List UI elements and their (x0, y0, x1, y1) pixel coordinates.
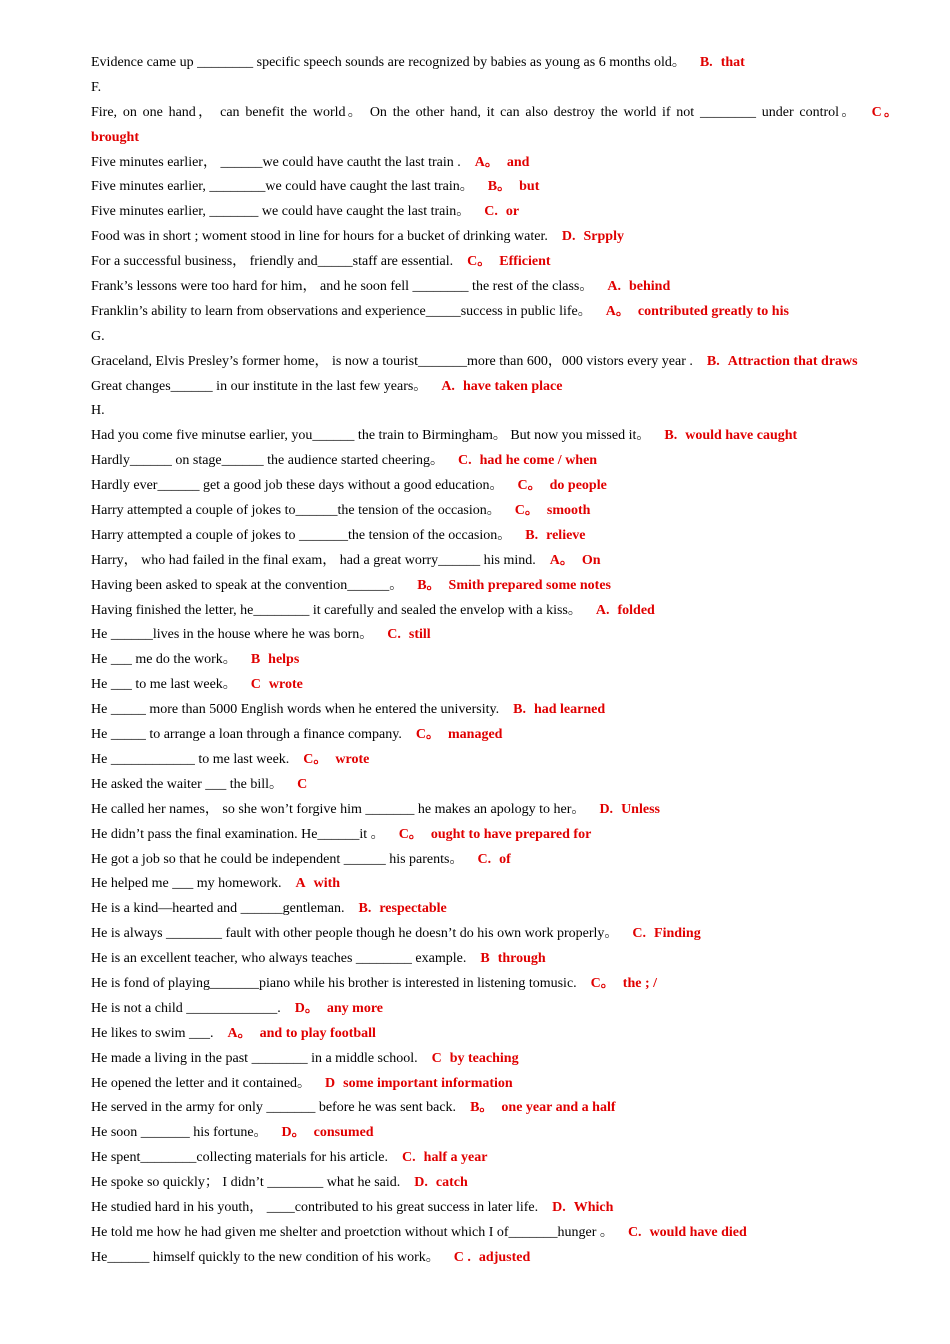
answer-option: C. (387, 627, 401, 643)
answer (513, 702, 605, 717)
question-item (91, 1196, 906, 1221)
question-text: He is a kind—hearted and ______gentleman. (91, 901, 345, 917)
answer (664, 428, 797, 443)
answer (707, 354, 858, 369)
answer-option: A。 (227, 1025, 252, 1041)
answer-option: C. (477, 851, 492, 867)
question-item (91, 947, 906, 972)
answer-text: with (313, 876, 341, 892)
answer (387, 627, 430, 642)
answer-option: C. (632, 926, 647, 942)
answer (525, 528, 585, 543)
answer-text: contributed greatly to his (637, 303, 789, 319)
answer-option: D. (561, 229, 576, 245)
answer (441, 379, 562, 394)
question-text: Five minutes earlier, _______ we could have caught the last train。 (91, 204, 471, 220)
section-letter: G. (91, 328, 105, 344)
question-text: He helped me ___ my homework. (91, 876, 282, 892)
question-text: Food was in short ; woment stood in line for hours for a bucket of drinking water. (91, 229, 548, 245)
answer-text: respectable (379, 901, 447, 917)
answer-option: C。 (514, 503, 539, 519)
question-item (91, 101, 906, 126)
answer-text: have taken place (462, 378, 563, 394)
answer (417, 578, 611, 593)
answer-text: Smith prepared some notes (448, 577, 611, 593)
question-text: He opened the letter and it contained。 (91, 1075, 312, 1091)
question-text: Harry attempted a couple of jokes to _______the tension of the occasion。 (91, 527, 512, 543)
question-text: Five minutes earlier, ________we could have caught the last train。 (91, 179, 474, 195)
answer-text: helps (268, 652, 300, 668)
question-item (91, 549, 906, 574)
answer-option: C (431, 1050, 442, 1066)
answer-text: the ; / (622, 975, 657, 991)
answer-text: by teaching (449, 1050, 519, 1066)
answer (414, 1175, 468, 1190)
answer (872, 105, 906, 120)
question-item (91, 1022, 906, 1047)
answer-text: wrote (268, 677, 303, 693)
answer-option: D (325, 1075, 336, 1091)
answer-option: B。 (470, 1100, 494, 1116)
answer-option: C。 (590, 975, 615, 991)
answer-option: A. (441, 378, 455, 394)
question-text: Hardly ever______ get a good job these days without a good education。 (91, 478, 504, 494)
answer-option: C. (484, 204, 498, 220)
answer-text: Which (573, 1199, 614, 1215)
question-item (91, 848, 906, 873)
answer-text: ought to have prepared for (430, 826, 592, 842)
question-item (91, 922, 906, 947)
question-list (91, 51, 906, 1271)
question-text: He _____ to arrange a loan through a finance company. (91, 727, 402, 743)
question-item (91, 424, 906, 449)
answer-option: B. (699, 55, 713, 70)
answer-option: C。 (415, 727, 440, 743)
answer (477, 852, 510, 867)
answer-text: of (499, 851, 511, 867)
question-item (91, 375, 906, 400)
question-text: Franklin’s ability to learn from observations and experience_____success in public life。 (91, 303, 592, 319)
question-text: He asked the waiter ___ the bill。 (91, 776, 284, 792)
question-item (91, 673, 906, 698)
question-text: Fire, on one hand， can benefit the world。 On the other hand, it can also destroy the world if not ________ under control。 (91, 104, 858, 120)
answer-option: C (297, 776, 308, 792)
answer-text: some important information (343, 1075, 513, 1091)
answer-option: A. (607, 279, 621, 295)
answer-option: B. (525, 527, 539, 543)
answer-option: C. (627, 1224, 642, 1240)
answer (297, 777, 315, 792)
answer-option: D. (599, 801, 614, 817)
answer (550, 553, 601, 568)
question-text: He made a living in the past ________ in a middle school. (91, 1050, 418, 1066)
answer (467, 254, 550, 269)
question-item (91, 474, 906, 499)
question-item (91, 1121, 906, 1146)
question-item (91, 51, 906, 76)
question-item (91, 798, 906, 823)
question-item (91, 1096, 906, 1121)
answer-option: A. (595, 602, 610, 618)
answer-option: C。 (871, 104, 898, 120)
answer-text: or (505, 204, 520, 220)
answer-text: and to play football (259, 1025, 376, 1041)
answer (488, 179, 540, 194)
question-item (91, 574, 906, 599)
answer-option: B. (358, 901, 372, 917)
question-text: He called her names， so she won’t forgive him _______ he makes an apology to her。 (91, 801, 586, 817)
answer (632, 926, 700, 941)
question-text: Having been asked to speak at the convention______。 (91, 577, 404, 593)
answer-text: Finding (654, 926, 701, 942)
answer-text: smooth (546, 503, 591, 519)
question-text: He is always ________ fault with other people though he doesn’t do his own work properly。 (91, 926, 619, 942)
question-item (91, 972, 906, 997)
question-item (91, 1246, 906, 1271)
question-item (91, 225, 906, 250)
answer-text: and (506, 154, 530, 170)
question-text: He is fond of playing_______piano while his brother is interested in listening tomusic. (91, 975, 577, 991)
answer-text: Unless (621, 801, 660, 817)
question-text: He______ himself quickly to the new condition of his work。 (91, 1249, 440, 1265)
answer-text: do people (549, 478, 607, 494)
answer (303, 752, 369, 767)
answer (416, 727, 503, 742)
question-text: He spent________collecting materials for his article. (91, 1150, 389, 1166)
question-item (91, 823, 906, 848)
question-text: He ___ to me last week。 (91, 677, 237, 693)
answer (599, 802, 660, 817)
question-item (91, 151, 906, 176)
answer-option: D. (552, 1199, 566, 1215)
question-text: Graceland, Elvis Presley’s former home， is now a tourist_______more than 600，000 vistors every year . (91, 353, 693, 369)
question-text: Great changes______ in our institute in the last few years。 (91, 378, 428, 394)
answer-option: C。 (303, 751, 328, 767)
answer (470, 1100, 615, 1115)
answer (399, 827, 592, 842)
answer-text: consumed (313, 1125, 374, 1141)
answer-option: C。 (517, 478, 542, 494)
answer-option: C。 (398, 826, 423, 842)
question-text: He told me how he had given me shelter and proetction without which I of_______hunger 。 (91, 1224, 614, 1240)
answer-text: catch (435, 1175, 468, 1191)
question-text: He served in the army for only _______ before he was sent back. (91, 1100, 457, 1116)
answer-option: B. (513, 702, 526, 718)
question-item (91, 449, 906, 474)
question-text: Five minutes earlier， ______we could have cautht the last train . (91, 154, 461, 170)
question-text: He is an excellent teacher, who always teaches ________ example. (91, 951, 467, 967)
question-item (91, 1072, 906, 1097)
question-item (91, 698, 906, 723)
answer-text: would have died (649, 1224, 747, 1240)
answer-text: managed (448, 727, 503, 743)
answer (228, 1026, 376, 1041)
answer (454, 1250, 530, 1265)
question-text: He _____ more than 5000 English words when he entered the university. (91, 702, 500, 718)
answer (402, 1150, 487, 1165)
question-item (91, 524, 906, 549)
question-item (91, 250, 906, 275)
question-text: Evidence came up ________ specific speech sounds are recognized by babies as young as 6 months old。 (91, 55, 686, 70)
answer-text: one year and a half (501, 1100, 616, 1116)
answer-option: A (295, 876, 306, 892)
question-item (91, 300, 906, 325)
answer-text: any more (326, 1000, 384, 1016)
answer (432, 1051, 519, 1066)
answer-option: D。 (281, 1125, 306, 1141)
answer (607, 279, 670, 294)
answer (518, 478, 607, 493)
question-text: He soon _______ his fortune。 (91, 1125, 268, 1141)
answer-option: C . (453, 1249, 471, 1265)
question-text: For a successful business， friendly and_____staff are essential. (91, 254, 454, 270)
answer (295, 1001, 383, 1016)
answer-text: On (581, 552, 601, 568)
answer-text: wrote (335, 751, 370, 767)
answer-text: would have caught (685, 428, 798, 444)
answer-option: B (480, 951, 490, 967)
question-text: Having finished the letter, he________ it carefully and sealed the envelop with a kiss。 (91, 602, 582, 618)
answer-option: C. (458, 453, 472, 469)
answer-option: D。 (294, 1000, 319, 1016)
question-item (91, 723, 906, 748)
question-item (91, 748, 906, 773)
answer-option: C (250, 677, 261, 693)
answer (596, 603, 655, 618)
answer-option: A。 (549, 552, 574, 568)
question-item (91, 623, 906, 648)
question-text: He spoke so quickly； I didn’t ________ what he said. (91, 1175, 401, 1191)
question-item (91, 1221, 906, 1246)
answer-text: half a year (423, 1150, 488, 1166)
question-item (91, 1146, 906, 1171)
question-text: He ______lives in the house where he was born。 (91, 627, 374, 643)
answer-text: through (497, 951, 546, 967)
question-item (91, 200, 906, 225)
question-item (91, 1171, 906, 1196)
answer-option: C。 (467, 254, 492, 270)
answer (325, 1076, 513, 1091)
answer (480, 951, 545, 966)
answer (628, 1225, 747, 1240)
answer-option: B。 (487, 179, 512, 195)
question-item (91, 997, 906, 1022)
answer (358, 901, 446, 916)
question-item (91, 275, 906, 300)
answer-text: had he come / when (479, 453, 598, 469)
question-item (91, 872, 906, 897)
answer (484, 204, 519, 219)
answer (591, 976, 657, 991)
question-item (91, 773, 906, 798)
answer (251, 677, 303, 692)
answer (562, 229, 624, 244)
answer-text: folded (617, 602, 655, 618)
question-item (91, 1047, 906, 1072)
answer (606, 304, 789, 319)
answer-option: A。 (474, 154, 499, 170)
question-item (91, 897, 906, 922)
question-text: He didn’t pass the final examination. He______it 。 (91, 826, 385, 842)
answer (296, 876, 341, 891)
answer-text: relieve (546, 527, 586, 543)
question-text: Harry attempted a couple of jokes to______the tension of the occasion。 (91, 503, 501, 519)
answer-text: behind (628, 279, 671, 295)
question-text: He ___ me do the work。 (91, 652, 237, 668)
question-text: He got a job so that he could be independent ______ his parents。 (91, 851, 464, 867)
question-text: He is not a child _____________. (91, 1000, 281, 1016)
answer-text: adjusted (478, 1249, 531, 1265)
answer-option: B (250, 652, 261, 668)
question-item (91, 350, 906, 375)
answer (251, 652, 299, 667)
answer-text: that (720, 55, 745, 70)
answer-option: B. (706, 353, 720, 369)
answer-option: B. (664, 428, 678, 444)
answer-text: but (519, 179, 540, 195)
answer (700, 55, 745, 70)
question-text: Frank’s lessons were too hard for him， and he soon fell ________ the rest of the class。 (91, 279, 594, 295)
answer-text: Srpply (583, 229, 624, 245)
answer-option: D. (414, 1175, 428, 1191)
question-item (91, 175, 906, 200)
question-text: Had you come five minutse earlier, you______ the train to Birmingham。 But now you missed it。 (91, 428, 651, 444)
answer-text: still (408, 627, 431, 643)
answer-option: A。 (605, 303, 630, 319)
answer-option: B。 (417, 577, 441, 593)
answer (282, 1125, 374, 1140)
answer-text: Efficient (499, 254, 551, 270)
question-text: He likes to swim ___. (91, 1025, 214, 1041)
answer-text: had learned (533, 702, 606, 718)
answer-text: Attraction that draws (727, 353, 858, 369)
answer (458, 453, 597, 468)
question-text: He studied hard in his youth， ____contributed to his great success in later life. (91, 1199, 539, 1215)
question-item (91, 599, 906, 624)
question-item (91, 648, 906, 673)
answer (475, 155, 530, 170)
question-text: He ____________ to me last week. (91, 751, 290, 767)
question-text: Hardly______ on stage______ the audience started cheering。 (91, 453, 445, 469)
answer (552, 1200, 613, 1215)
answer-option: C. (402, 1150, 416, 1166)
question-item (91, 499, 906, 524)
question-text: Harry， who had failed in the final exam， had a great worry______ his mind. (91, 552, 536, 568)
section-letter: F. (91, 79, 102, 95)
answer (515, 503, 591, 518)
answer-continuation: brought (91, 129, 139, 145)
section-letter: H. (91, 403, 105, 419)
